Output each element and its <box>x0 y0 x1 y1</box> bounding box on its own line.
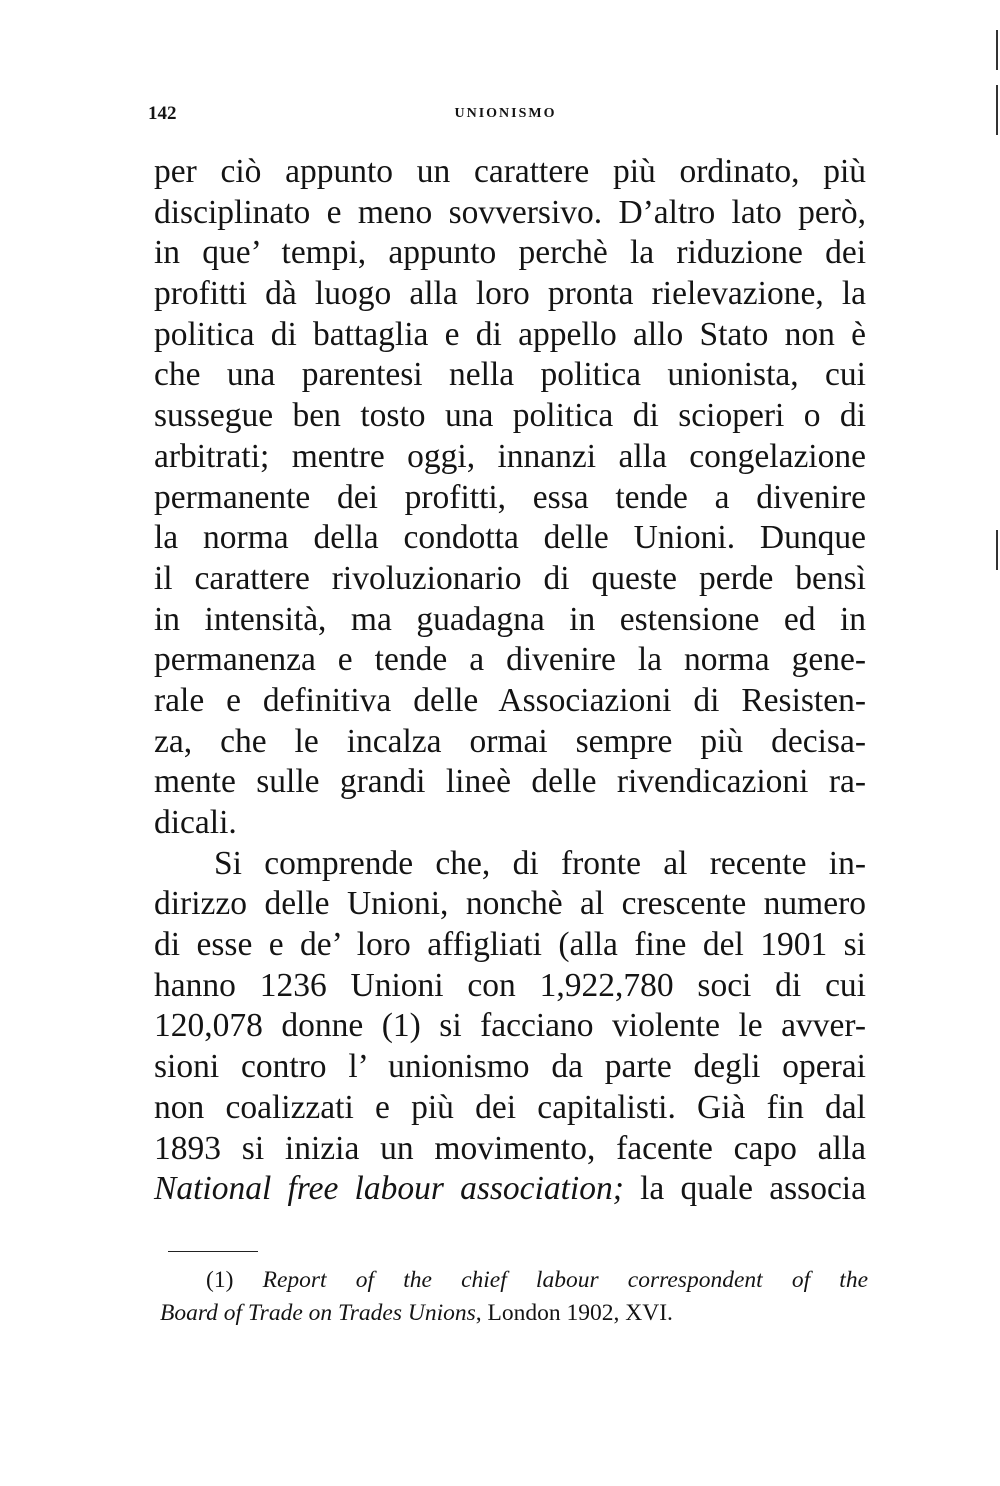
text-line: di esse e de’ loro affigliati (alla fine del 1901 si <box>154 926 866 964</box>
footnote-line <box>160 1264 868 1297</box>
text-line: Si comprende che, di fronte al recente in- <box>214 844 866 882</box>
text-line-mixed <box>154 1169 866 1210</box>
footnote-text: , London 1902, XVI. <box>475 1300 673 1326</box>
text-line: politica di battaglia e di appello allo Stato non è <box>154 315 866 353</box>
text-line: la norma della condotta delle Unioni. Dunque <box>154 519 866 557</box>
text-line: il carattere rivoluzionario di queste perde bensì <box>154 559 866 597</box>
footnote-rule <box>168 1251 258 1252</box>
text-line: non coalizzati e più dei capitalisti. Già fin dal <box>154 1088 866 1126</box>
running-head: UNIONISMO <box>454 106 557 121</box>
text-line: mente sulle grandi lineè delle rivendicazioni ra- <box>154 763 866 801</box>
text-line: sussegue ben tosto una politica di scioperi o di <box>154 397 866 435</box>
text-line: permanenza e tende a divenire la norma gene- <box>154 641 866 679</box>
footnote <box>160 1264 868 1330</box>
text-line: dicali. <box>154 804 237 841</box>
text-line: rale e definitiva delle Associazioni di Resisten- <box>154 681 866 719</box>
scan-edge-mark <box>996 530 998 570</box>
text-line: dirizzo delle Unioni, nonchè al crescente numero <box>154 885 866 923</box>
footnote-italic: Board of Trade on Trades Unions <box>160 1300 476 1326</box>
footnote-italic: Report of the chief labour correspondent of the <box>262 1267 869 1293</box>
scan-edge-mark <box>996 85 998 135</box>
text-line: arbitrati; mentre oggi, innanzi alla congelazione <box>154 437 866 475</box>
text-line: in intensità, ma guadagna in estensione ed in <box>154 600 866 638</box>
text-span: la quale associa <box>623 1170 866 1208</box>
footnote-marker: (1) <box>206 1267 234 1293</box>
page-number: 142 <box>148 103 177 124</box>
text-line: che una parentesi nella politica unionista, cui <box>154 356 866 394</box>
text-line: profitti dà luogo alla loro pronta rielevazione, la <box>154 275 866 313</box>
text-line: 120,078 donne (1) si facciano violente le avver- <box>154 1007 866 1045</box>
text-line: hanno 1236 Unioni con 1,922,780 soci di cui <box>154 966 866 1004</box>
text-line: sioni contro l’ unionismo da parte degli operai <box>154 1048 866 1086</box>
page-header <box>148 103 863 131</box>
body-text <box>154 152 866 1210</box>
text-line: per ciò appunto un carattere più ordinato, più <box>154 153 866 190</box>
scan-edge-mark <box>996 30 998 70</box>
text-line: in que’ tempi, appunto perchè la riduzione dei <box>154 234 866 272</box>
text-line: permanente dei profitti, essa tende a divenire <box>154 478 866 516</box>
text-line: disciplinato e meno sovversivo. D’altro lato però, <box>154 193 866 231</box>
footnote-line <box>160 1297 868 1330</box>
text-line: 1893 si inizia un movimento, facente capo alla <box>154 1129 866 1167</box>
text-line: za, che le incalza ormai sempre più decisa- <box>154 722 866 760</box>
italic-title: National free labour association; <box>154 1170 624 1208</box>
